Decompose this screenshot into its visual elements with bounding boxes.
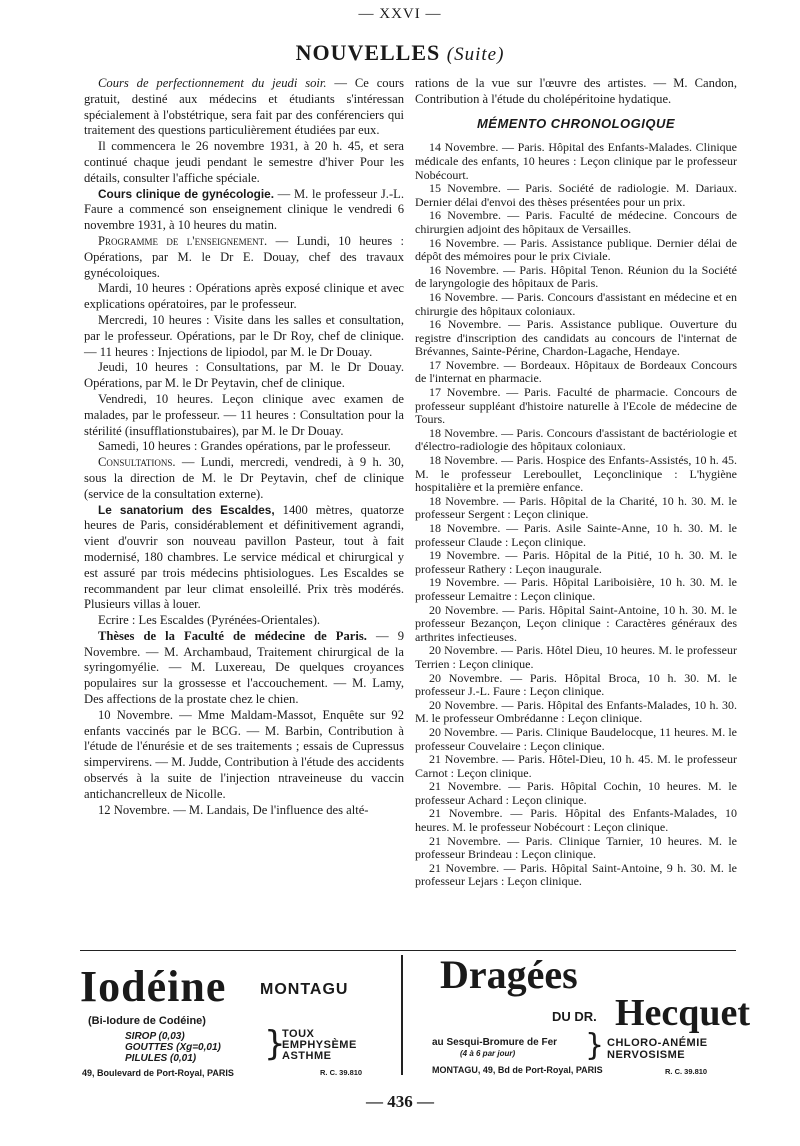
iodeine-rc: R. C. 39.810 (320, 1068, 363, 1077)
iodeine-subtitle: (Bi-Iodure de Codéine) (88, 1015, 206, 1027)
paragraph-ecrire: Ecrire : Les Escaldes (Pyrénées-Orientales). (98, 613, 321, 628)
memento-entry: 18 Novembre. — Paris. Asile Sainte-Anne, 10 h. 30. M. le professeur Claude : Leçon clinique. (415, 521, 737, 549)
dragees-advertisement (410, 952, 751, 1080)
ad-separator-line (80, 950, 736, 951)
roman-page-number: — XXVI — (358, 6, 442, 22)
paragraph-cours: Cours de perfectionnement du jeudi soir. — Ce cours gratuit, destiné aux médecins et étudiants s'intéressan spécialement à l'obstétrique, sera fait par des conférenciers qui traitement des questions particulièrement étudiées par eux. (84, 76, 404, 138)
paragraph-programme: Programme de l'enseignement. — Lundi, 10 heures : Opérations, par M. le Dr E. Douay, chef des travaux gynécoloiques. (84, 233, 404, 280)
paragraph-sanatorium: Le sanatorium des Escaldes, 1400 mètres, quatorze heures de Paris, considérablement et définitivement agrandi, vient d'ouvrir son nouveau pavillon Pasteur, tout à fait modernisé, 180 chambres. Le service médical et chirurgical y est assuré par trois médecins phtisiologues. Les Escaldes se recommandent par leur climat ensoleillé. Prix très modérés. Plusieurs villas à louer. (84, 502, 404, 612)
dragees-hecquet: Hecquet (615, 992, 751, 1034)
ad-column-divider (401, 955, 403, 1075)
dragees-composition: au Sesqui-Bromure de Fer (432, 1037, 558, 1048)
right-column (415, 76, 737, 889)
paragraph-jeudi: Jeudi, 10 heures : Consultations, par M. le Dr Douay. Opérations, par M. le Dr Peytavin, chef de clinique. (84, 360, 404, 391)
memento-entry: 20 Novembre. — Paris. Clinique Baudelocque, 11 heures. M. le professeur Couvelaire : Leçon clinique. (415, 724, 737, 753)
iodeine-maker: MONTAGU (260, 981, 349, 998)
memento-entry: 20 Novembre. — Paris. Hôpital Saint-Antoine, 10 h. 30. M. le professeur Bezançon, Leçon clinique : Caractères généraux des arthrites infectieuses. (415, 602, 737, 644)
memento-entry: 16 Novembre. — Paris. Concours d'assistant en médecine et en chirurgie des hôpitaux coloniaux. (415, 289, 737, 318)
dragees-indications: CHLORO-ANÉMIE NERVOSISME (607, 1037, 708, 1061)
dragees-address: MONTAGU, 49, Bd de Port-Royal, PARIS (432, 1065, 603, 1075)
memento-entry: 21 Novembre. — Paris. Hôpital Saint-Antoine, 9 h. 30. M. le professeur Lejars : Leçon clinique. (415, 860, 737, 889)
memento-entry: 21 Novembre. — Paris. Hôpital des Enfants-Malades, 10 heures. M. le professeur Nobécourt : Leçon clinique. (415, 806, 737, 835)
page-number: — 436 — (366, 1092, 434, 1111)
iodeine-dosages: SIROP (0,03) GOUTTES (Xg=0,01) PILULES (0,01) (125, 1031, 221, 1064)
paragraph-12-novembre: 12 Novembre. — M. Landais, De l'influence des alté- (98, 802, 369, 817)
memento-entry: 18 Novembre. — Paris. Hôpital de la Charité, 10 h. 30. M. le professeur Sergent : Leçon clinique. (415, 493, 737, 522)
paragraph-theses: Thèses de la Faculté de médecine de Paris. — 9 Novembre. — M. Archambaud, Traitement chirurgical de la syringomyélie. — M. Luxereau, De quelques croyances populaires sur la grossesse et l'accouchement. — M. Lamy, Des affections de la prostate chez le chien. (84, 628, 405, 707)
memento-entry: 16 Novembre. — Paris. Assistance publique. Ouverture du registre d'inscription des candidats au concours de l'internat de Brévannes, Sainte-Périne, Chardon-Lagache, Hendaye. (415, 317, 737, 359)
dragees-brand: Dragées (440, 952, 578, 997)
memento-entry: 16 Novembre. — Paris. Assistance publique. Dernier délai de dépôt des mémoires pour le prix Civiale. (415, 235, 737, 264)
memento-list (415, 141, 737, 889)
dragees-dosage: (4 à 6 par jour) (460, 1049, 516, 1058)
paragraph-10-novembre: 10 Novembre. — Mme Maldam-Massot, Enquête sur 92 enfants vaccinés par le BCG. — M. Barbin, Contribution à l'étude de l'énurésie et de ses traitements ; essais de Cupressus simpervirens. — M. Judde, Contribution à l'étude des accidents observés à la suite de l'injection ntraveineuse du vaccin antichancrelleux de Nicolle. (84, 707, 404, 801)
paragraph-vendredi: Vendredi, 10 heures. Leçon clinique avec examen de malades, par le professeur. — 11 heures : Consultation pour la stérilité (insufflationstubaires), par M. le Dr Douay. (84, 391, 404, 438)
memento-entry: 20 Novembre. — Paris. Hôpital Broca, 10 h. 30. M. le professeur J.-L. Faure : Leçon clinique. (415, 670, 737, 699)
memento-entry: 21 Novembre. — Paris. Hôtel-Dieu, 10 h. 45. M. le professeur Carnot : Leçon clinique. (415, 752, 737, 780)
memento-title: MÉMENTO CHRONOLOGIQUE (476, 115, 676, 131)
section-title (0, 40, 800, 66)
paragraph-continuation: rations de la vue sur l'œuvre des artistes. — M. Candon, Contribution à l'étude du cholépéritoine hydatique. (415, 76, 737, 106)
title-main: NOUVELLES (295, 40, 441, 65)
memento-entry: 19 Novembre. — Paris. Hôpital Lariboisière, 10 h. 30. M. le professeur Lemaitre : Leçon clinique. (415, 575, 737, 603)
memento-entry: 20 Novembre. — Paris. Hôtel Dieu, 10 heures. M. le professeur Terrien : Leçon clinique. (415, 643, 737, 671)
memento-entry: 15 Novembre. — Paris. Société de radiologie. M. Dariaux. Dernier délai d'envoi des thèses présentées pour un prix. (415, 181, 737, 209)
iodeine-address: 49, Boulevard de Port-Royal, PARIS (82, 1068, 234, 1078)
memento-entry: 16 Novembre. — Paris. Hôpital Tenon. Réunion du la Société de laryngologie des hôpitaux de Paris. (415, 262, 737, 291)
iodeine-brand: Iodéine (80, 962, 227, 1011)
memento-entry: 19 Novembre. — Paris. Hôpital de la Pitié, 10 h. 30. M. le professeur Rathery : Leçon inaugurale. (415, 548, 737, 576)
paragraph-samedi: Samedi, 10 heures : Grandes opérations, par le professeur. (98, 439, 391, 454)
memento-entry: 21 Novembre. — Paris. Hôpital Cochin, 10 heures. M. le professeur Achard : Leçon clinique. (415, 779, 737, 807)
paragraph-gynecologie: Cours clinique de gynécologie. — M. le professeur J.-L. Faure a commencé son enseignement clinique le vendredi 6 novembre 1931, à 10 heures du matin. (84, 186, 404, 233)
dragees-du-dr: DU DR. (552, 1009, 597, 1024)
memento-entry: 17 Novembre. — Bordeaux. Hôpitaux de Bordeaux Concours de l'internat en pharmacie. (415, 357, 737, 386)
memento-entry: 17 Novembre. — Paris. Faculté de pharmacie. Concours de professeur suppléant d'histoire naturelle à l'Ecole de médecine de Tours. (415, 385, 737, 427)
paragraph-consultations: Consultations. — Lundi, mercredi, vendredi, à 9 h. 30, sous la direction de M. le Dr Peytavin, chef de clinique (service de la consultation externe). (84, 455, 404, 501)
iodeine-indications: TOUX EMPHYSÈME ASTHME (282, 1028, 357, 1062)
memento-entry: 20 Novembre. — Paris. Hôpital des Enfants-Malades, 10 h. 30. M. le professeur Ombrédanne : Leçon clinique. (415, 697, 737, 726)
left-column (84, 76, 404, 818)
memento-entry: 18 Novembre. — Paris. Concours d'assistant de bactériologie et d'électro-radiologie des hôpitaux coloniaux. (415, 425, 737, 454)
dragees-rc: R. C. 39.810 (665, 1067, 708, 1076)
paragraph-mardi: Mardi, 10 heures : Opérations après exposé clinique et avec explications opératoires, par le professeur. (84, 281, 404, 312)
paragraph-commencement: Il commencera le 26 novembre 1931, à 20 h. 45, et sera continué chaque jeudi pendant le semestre d'hiver Pour les détails, consulter l'affiche spéciale. (84, 139, 404, 185)
title-suffix: (Suite) (446, 44, 505, 65)
memento-entry: 16 Novembre. — Paris. Faculté de médecine. Concours de chirurgien adjoint des hôpitaux de Versailles. (415, 208, 737, 236)
iodeine-advertisement (80, 955, 395, 1080)
memento-entry: 14 Novembre. — Paris. Hôpital des Enfants-Malades. Clinique médicale des enfants, 10 heures : Leçon clinique par le professeur Nobécourt. (415, 140, 737, 182)
brace-icon: } (264, 1024, 286, 1064)
memento-entry: 21 Novembre. — Paris. Clinique Tarnier, 10 heures. M. le professeur Brindeau : Leçon clinique. (415, 833, 737, 862)
memento-entry: 18 Novembre. — Paris. Hospice des Enfants-Assistés, 10 h. 45. M. le professeur Lereboullet, Leçonclinique : L'hygiène hospitalière et la première enfance. (415, 453, 737, 495)
paragraph-mercredi: Mercredi, 10 heures : Visite dans les salles et consultation, par le professeur. Opérations, par le Dr Roy, chef de clinique. — 11 heures : Injections de lipiodol, par M. le Dr Douay. (84, 312, 404, 359)
brace-icon: } (585, 1028, 605, 1063)
